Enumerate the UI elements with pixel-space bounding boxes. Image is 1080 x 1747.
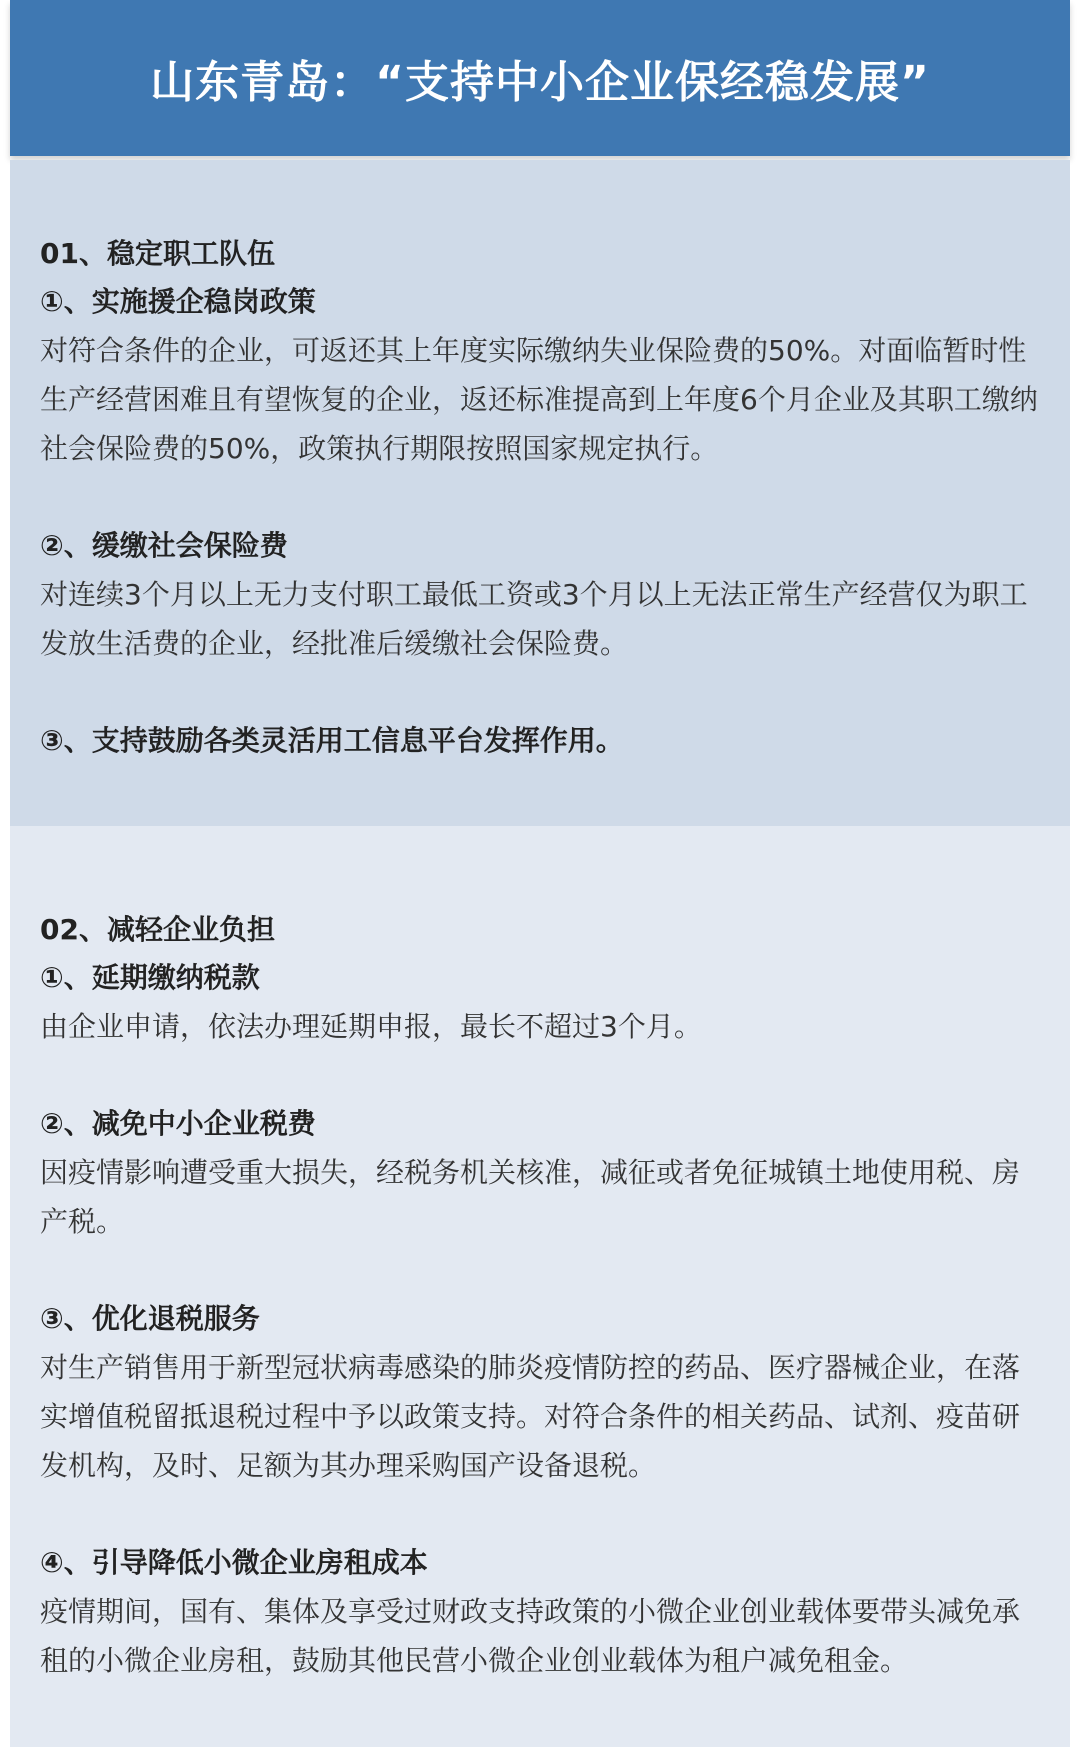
item-text: 对符合条件的企业，可返还其上年度实际缴纳失业保险费的50%。对面临暂时性生产经营困难且有望恢复的企业，返还标准提高到上年度6个月企业及其职工缴纳社会保险费的50%，政策执行期限按照国家规定执行。 bbox=[40, 334, 1038, 465]
item-heading: ③、优化退税服务 bbox=[40, 1302, 260, 1335]
item-text: 因疫情影响遭受重大损失，经税务机关核准，减征或者免征城镇土地使用税、房产税。 bbox=[40, 1156, 1021, 1238]
item-text: 对生产销售用于新型冠状病毒感染的肺炎疫情防控的药品、医疗器械企业，在落实增值税留抵退税过程中予以政策支持。对符合条件的相关药品、试剂、疫苗研发机构，及时、足额为其办理采购国产设备退税。 bbox=[40, 1351, 1021, 1482]
item-heading: ④、引导降低小微企业房租成本 bbox=[40, 1546, 428, 1579]
item-text: 对连续3个月以上无力支付职工最低工资或3个月以上无法正常生产经营仅为职工发放生活费的企业，经批准后缓缴社会保险费。 bbox=[40, 578, 1028, 660]
item-heading: ②、缓缴社会保险费 bbox=[40, 529, 288, 562]
item-text: 由企业申请，依法办理延期申报，最长不超过3个月。 bbox=[40, 1010, 702, 1043]
spacer bbox=[40, 1246, 1040, 1295]
section-reduce-burden bbox=[10, 826, 1070, 1747]
item-heading: ①、实施援企稳岗政策 bbox=[40, 285, 316, 318]
page-title: 山东青岛：“支持中小企业保经稳发展” bbox=[150, 57, 930, 108]
title-banner bbox=[10, 0, 1070, 156]
section-stabilize-workforce bbox=[10, 160, 1070, 826]
spacer bbox=[40, 1051, 1040, 1100]
section-title: 02、减轻企业负担 bbox=[40, 913, 275, 946]
item-heading: ①、延期缴纳税款 bbox=[40, 961, 260, 994]
spacer bbox=[40, 668, 1040, 717]
item-heading: ②、减免中小企业税费 bbox=[40, 1107, 316, 1140]
section-title: 01、稳定职工队伍 bbox=[40, 237, 275, 270]
item-text: 疫情期间，国有、集体及享受过财政支持政策的小微企业创业载体要带头减免承租的小微企业房租，鼓励其他民营小微企业创业载体为租户减免租金。 bbox=[40, 1595, 1021, 1677]
spacer bbox=[40, 473, 1040, 522]
spacer bbox=[40, 1490, 1040, 1539]
item-heading: ③、支持鼓励各类灵活用工信息平台发挥作用。 bbox=[40, 724, 624, 757]
